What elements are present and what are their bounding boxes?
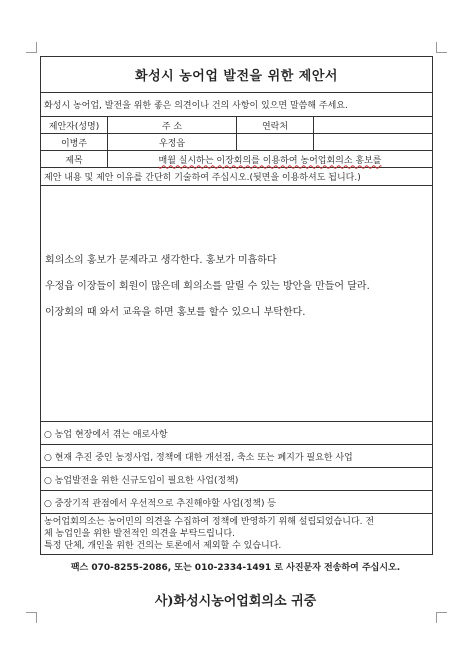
notice-line-2: 체 농업인을 위한 발전적인 의견을 부탁드립니다. <box>44 529 236 539</box>
signature: 사)화성시농어업회의소 귀중 <box>154 594 317 609</box>
proposal-body[interactable] <box>41 186 432 422</box>
guide-item-4: ○ 중장기적 관점에서 우선적으로 추진해야할 사업(정책) 등 <box>41 491 432 514</box>
proposer-name[interactable]: 이병주 <box>41 134 108 150</box>
body-paragraph-3: 이장회의 때 와서 교육을 하면 홍보를 할수 있으니 부탁한다. <box>45 307 306 318</box>
fax-instruction: 팩스 070-8255-2086, 또는 010-2334-1491 로 사진문자 전송하여 주십시오. <box>70 563 401 573</box>
address-label: 주 소 <box>108 117 237 133</box>
crop-mark-top-right <box>436 42 447 53</box>
proposal-form <box>40 56 433 555</box>
crop-mark-bottom-right <box>436 612 447 623</box>
crop-mark-bottom-left <box>26 612 37 623</box>
guide-item-1: ○ 농업 현장에서 겪는 애로사항 <box>41 422 432 445</box>
address-value[interactable]: 우정읍 <box>108 134 237 150</box>
proposer-label: 제안자(성명) <box>41 117 108 133</box>
contact-empty-cell[interactable] <box>237 134 314 150</box>
body-paragraph-1: 회의소의 홍보가 문제라고 생각한다. 홍보가 미흡하다 <box>45 255 277 266</box>
guide-item-3: ○ 농업발전을 위한 신규도입이 필요한 사업(정책) <box>41 468 432 491</box>
notice-box <box>41 514 432 554</box>
subject-value[interactable] <box>108 151 432 167</box>
body-paragraph-2: 우정읍 이장들이 회원이 많은데 회의소를 알릴 수 있는 방안을 만들어 달라. <box>45 281 370 292</box>
contact-value[interactable] <box>314 117 432 133</box>
subject-row <box>41 151 432 168</box>
subject-label: 제목 <box>41 151 108 167</box>
notice-line-1: 농어업회의소는 농어민의 의견을 수집하여 정책에 반영하기 위해 설립되었습니다. 전 <box>44 517 375 527</box>
guide-item-2: ○ 현재 추진 중인 농정사업, 정책에 대한 개선점, 축소 또는 폐지가 필요한 사업 <box>41 445 432 468</box>
crop-mark-top-left <box>26 42 37 53</box>
instruction-text: 제안 내용 및 제안 이유를 간단히 기술하여 주십시오.(뒷면을 이용하셔도 됩니다.) <box>41 168 432 186</box>
proposer-header-row <box>41 117 432 134</box>
contact-empty-cell-2[interactable] <box>314 134 432 150</box>
contact-label: 연락처 <box>237 117 314 133</box>
notice-line-3: 특정 단체, 개인을 위한 건의는 토론에서 제외할 수 있습니다. <box>44 541 282 551</box>
form-intro: 화성시 농어업, 발전을 위한 좋은 의견이나 건의 사항이 있으면 말씀해 주세요. <box>41 93 432 117</box>
subject-text: 매월 실시하는 이장회의를 이용하여 농어업회의소 홍보를 <box>158 155 382 166</box>
proposer-value-row <box>41 134 432 151</box>
form-title: 화성시 농어업 발전을 위한 제안서 <box>41 57 432 93</box>
